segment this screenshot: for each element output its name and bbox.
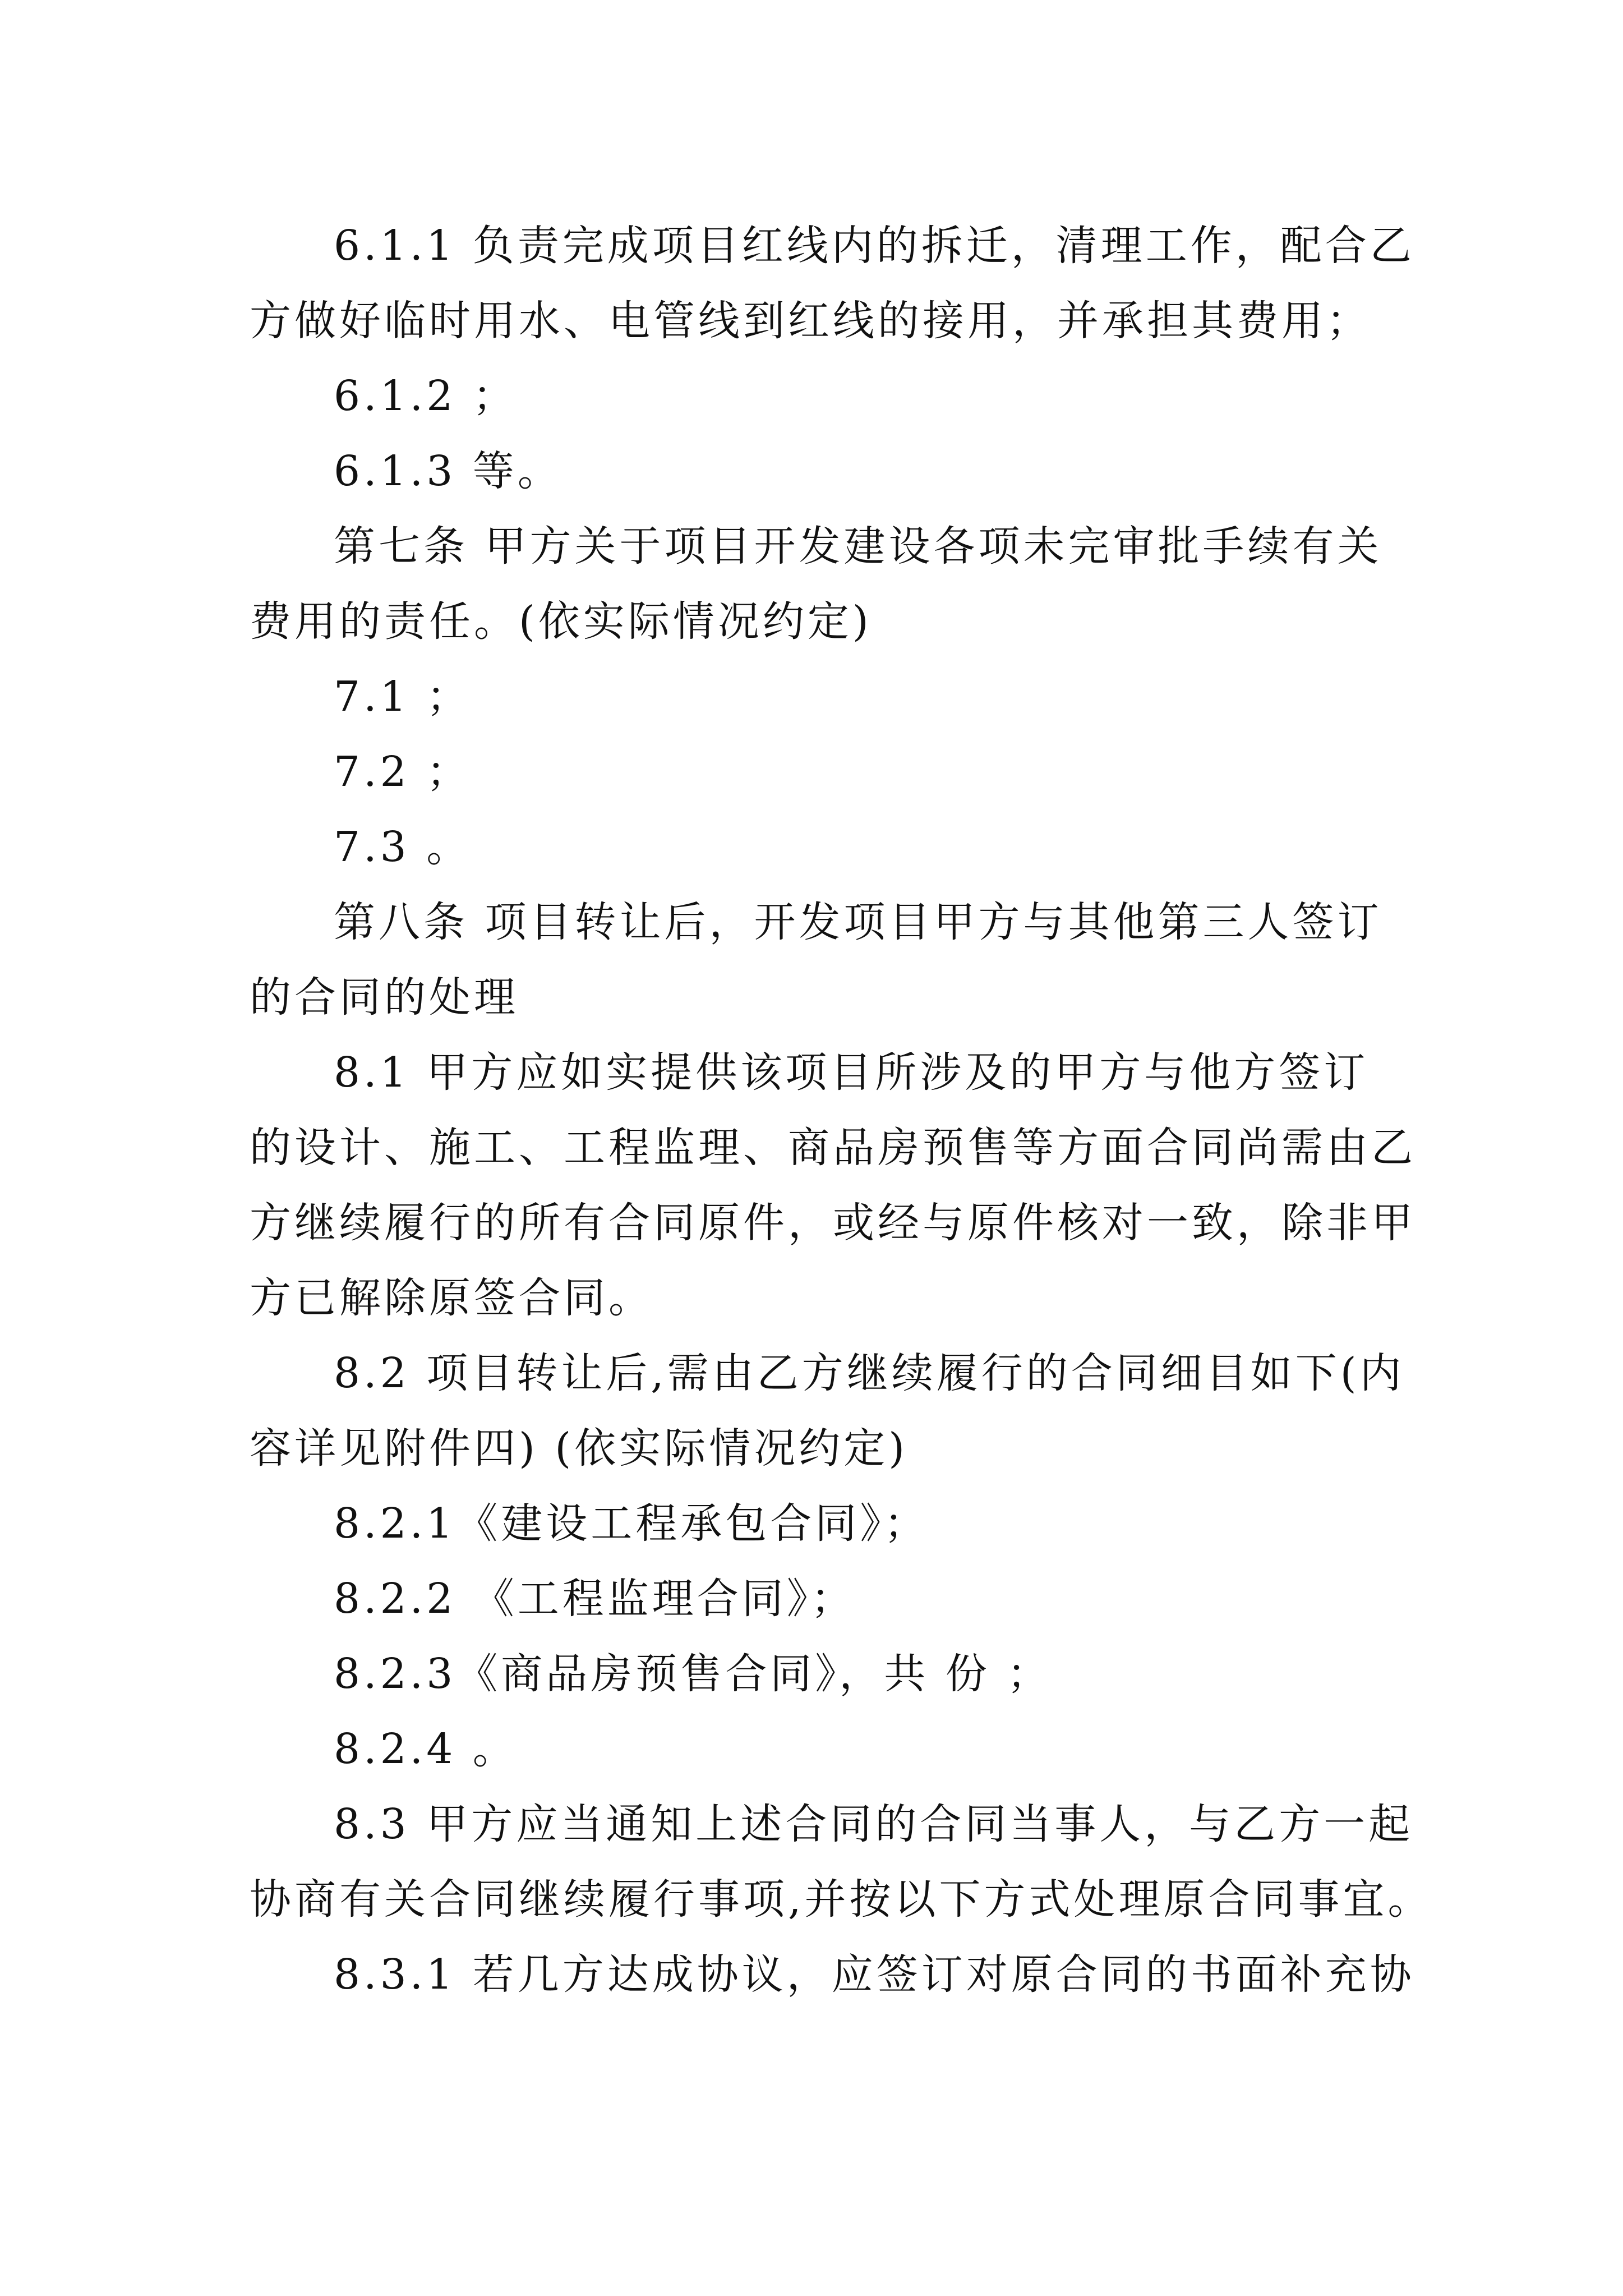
clause-6-1-1-line-2: 方做好临时用水、电管线到红线的接用，并承担其费用； [250,297,1371,345]
article-7-heading-line-2: 费用的责任。(依实际情况约定) [250,597,872,646]
article-8-heading-line-1: 第八条 项目转让后，开发项目甲方与其他第三人签订 [334,898,1382,946]
clause-6-1-1-line-1: 6.1.1 负责完成项目红线内的拆迁，清理工作，配合乙 [334,222,1415,270]
clause-8-1-line-1: 8.1 甲方应如实提供该项目所涉及的甲方与他方签订 [334,1048,1369,1097]
article-8-heading-line-2: 的合同的处理 [250,973,519,1022]
clause-8-3-1-line-1: 8.3.1 若几方达成协议，应签订对原合同的书面补充协 [334,1950,1415,1999]
clause-8-3-line-1: 8.3 甲方应当通知上述合同的合同当事人，与乙方一起 [334,1800,1414,1848]
clause-8-1-line-2: 的设计、施工、工程监理、商品房预售等方面合同尚需由乙 [250,1124,1416,1172]
clause-8-2-3: 8.2.3《商品房预售合同》，共 份 ； [334,1650,1052,1698]
clause-7-2: 7.2 ； [334,748,472,796]
clause-8-3-line-2: 协商有关合同继续履行事项,并按以下方式处理原合同事宜。 [250,1875,1433,1924]
clause-8-2-1: 8.2.1《建设工程承包合同》； [334,1499,929,1548]
clause-8-1-line-3: 方继续履行的所有合同原件，或经与原件核对一致，除非甲 [250,1199,1416,1247]
clause-7-1: 7.1 ； [334,673,472,721]
clause-6-1-3: 6.1.3 等。 [334,447,562,495]
clause-6-1-2: 6.1.2 ； [334,372,518,420]
clause-8-1-line-4: 方已解除原签合同。 [250,1274,653,1322]
article-7-heading-line-1: 第七条 甲方关于项目开发建设各项未完审批手续有关 [334,522,1382,570]
clause-8-2-line-1: 8.2 项目转让后,需由乙方继续履行的合同细目如下(内 [334,1349,1405,1397]
clause-7-3: 7.3 。 [334,823,472,871]
clause-8-2-4: 8.2.4 。 [334,1725,518,1773]
clause-8-2-line-2: 容详见附件四) (依实际情况约定) [250,1424,909,1473]
clause-8-2-2: 8.2.2 《工程监理合同》； [334,1575,856,1623]
